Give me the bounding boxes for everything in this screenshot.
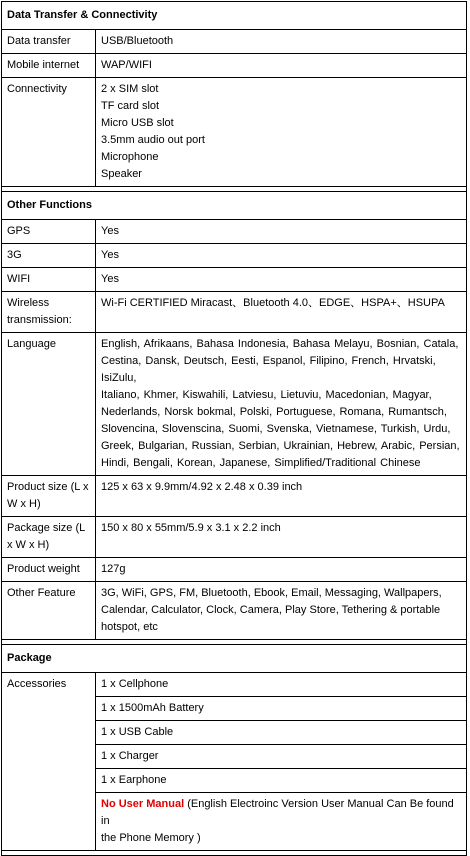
label-line: Product size (L x [7, 481, 89, 493]
row-label-wireless [2, 292, 96, 333]
row-label: WIFI [2, 268, 96, 292]
table-row [2, 582, 467, 640]
no-manual-warning: No User Manual [101, 798, 185, 810]
accessory-item: 1 x USB Cable [96, 721, 467, 745]
row-value: Wi-Fi CERTIFIED Miracast、Bluetooth 4.0、EDGE、HSPA+、HSUPA [96, 292, 467, 333]
row-label: Product weight [2, 558, 96, 582]
row-value-feature [96, 582, 467, 640]
table-row [2, 54, 467, 78]
section-title-data-transfer: Data Transfer & Connectivity [2, 2, 467, 30]
row-label: Data transfer [2, 30, 96, 54]
row-value-language [96, 333, 467, 476]
row-value: WAP/WIFI [96, 54, 467, 78]
feature-line: hotspot, etc [101, 621, 158, 633]
row-value: Yes [96, 268, 467, 292]
table-row [2, 517, 467, 558]
manual-note-text-2: the Phone Memory ) [101, 832, 201, 844]
label-line: x W x H) [7, 539, 50, 551]
connectivity-line: 3.5mm audio out port [101, 134, 205, 146]
row-value-connectivity [96, 78, 467, 187]
accessory-item: 1 x Earphone [96, 769, 467, 793]
row-label: Accessories [2, 673, 96, 851]
row-value: USB/Bluetooth [96, 30, 467, 54]
table-row [2, 476, 467, 517]
row-value: Yes [96, 220, 467, 244]
language-line: Nederlands, Norsk bokmal, Polski, Portuguese, Romana, Rumantsch, [101, 406, 447, 418]
section-header [2, 2, 467, 30]
table-row [2, 30, 467, 54]
table-row [2, 558, 467, 582]
language-line: Cestina, Dansk, Deutsch, Eesti, Espanol, Filipino, French, Hrvatski, IsiZulu, [101, 355, 436, 384]
language-line: Slovencina, Slovenscina, Suomi, Svenska, Vietnamese, Turkish, Urdu, [101, 423, 451, 435]
section-title-package: Package [2, 645, 467, 673]
row-value: 150 x 80 x 55mm/5.9 x 3.1 x 2.2 inch [96, 517, 467, 558]
connectivity-line: TF card slot [101, 100, 160, 112]
section-title-other-functions: Other Functions [2, 192, 467, 220]
connectivity-line: Microphone [101, 151, 159, 163]
table-row [2, 673, 467, 697]
manual-note [96, 793, 467, 851]
row-label: Connectivity [2, 78, 96, 187]
language-line: English, Afrikaans, Bahasa Indonesia, Bahasa Melayu, Bosnian, Catala, [101, 338, 459, 350]
table-row [2, 268, 467, 292]
row-value: 125 x 63 x 9.9mm/4.92 x 2.48 x 0.39 inch [96, 476, 467, 517]
row-label: Mobile internet [2, 54, 96, 78]
spec-table [1, 1, 467, 856]
language-line: Italiano, Khmer, Kiswahili, Latviesu, Lietuviu, Macedonian, Magyar, [101, 389, 432, 401]
accessory-item: 1 x 1500mAh Battery [96, 697, 467, 721]
table-row [2, 292, 467, 333]
table-row [2, 244, 467, 268]
label-line: W x H) [7, 498, 41, 510]
section-spacer [2, 851, 467, 856]
section-header [2, 645, 467, 673]
connectivity-line: 2 x SIM slot [101, 83, 159, 95]
table-row [2, 220, 467, 244]
row-label: Language [2, 333, 96, 476]
connectivity-line: Micro USB slot [101, 117, 174, 129]
label-line: Package size (L [7, 522, 86, 534]
feature-line: Calendar, Calculator, Clock, Camera, Play Store, Tethering & portable [101, 604, 441, 616]
feature-line: 3G, WiFi, GPS, FM, Bluetooth, Ebook, Email, Messaging, Wallpapers, [101, 587, 442, 599]
spacer-cell [2, 851, 467, 856]
row-label-package-size [2, 517, 96, 558]
row-label: Other Feature [2, 582, 96, 640]
language-line: Greek, Bulgarian, Russian, Serbian, Ukrainian, Hebrew, Arabic, Persian, [101, 440, 460, 452]
row-value: Yes [96, 244, 467, 268]
row-label: 3G [2, 244, 96, 268]
manual-note-text: (English Electroinc Version User Manual Can Be found in [101, 798, 454, 827]
table-row [2, 78, 467, 187]
accessory-item: 1 x Charger [96, 745, 467, 769]
accessory-item: 1 x Cellphone [96, 673, 467, 697]
row-label-product-size [2, 476, 96, 517]
language-line: Hindi, Bengali, Korean, Japanese, Simplified/Traditional Chinese [101, 457, 421, 469]
connectivity-line: Speaker [101, 168, 142, 180]
section-header [2, 192, 467, 220]
row-label: GPS [2, 220, 96, 244]
row-value: 127g [96, 558, 467, 582]
label-line: Wireless [7, 297, 50, 309]
table-row [2, 333, 467, 476]
label-line: transmission: [7, 314, 72, 326]
